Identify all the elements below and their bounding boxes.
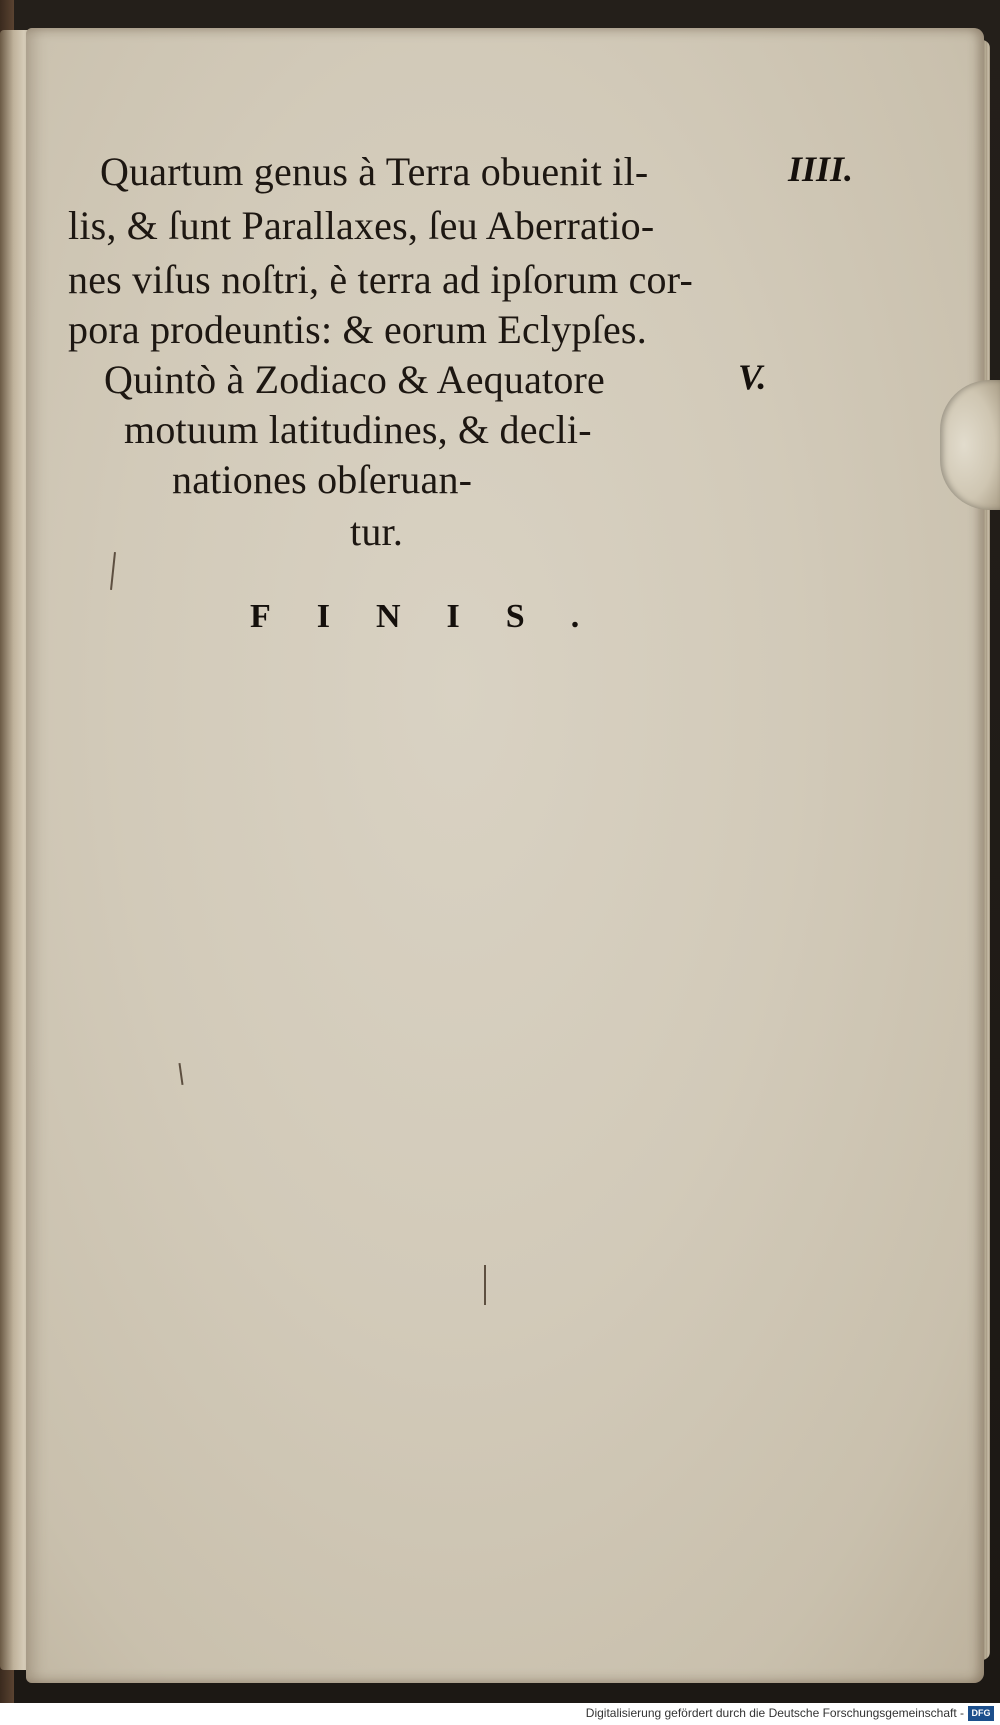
margin-numeral-4: IIII. [788, 149, 854, 189]
pen-mark [110, 552, 116, 590]
text-line-7: nationes obſeruan- [172, 457, 473, 502]
text-line-6: motuum latitudines, & decli- [124, 407, 592, 452]
footer-credit: Digitalisierung gefördert durch die Deutsche Forschungsgemeinschaft - [585, 1706, 964, 1720]
pen-mark [484, 1265, 486, 1305]
digitization-footer [0, 1703, 1000, 1725]
text-line-8: tur. [350, 509, 404, 554]
dfg-logo: DFG [968, 1706, 994, 1721]
finis-closing: FINIS. [250, 598, 626, 635]
text-line-2: lis, & ſunt Parallaxes, ſeu Aberratio- [68, 203, 655, 248]
text-line-1: Quartum genus à Terra obuenit il- [100, 149, 649, 194]
text-line-3: nes viſus noſtri, è terra ad ipſorum cor- [68, 257, 693, 302]
text-line-5: Quintò à Zodiaco & Aequatore [104, 357, 606, 402]
pen-mark [178, 1063, 183, 1085]
margin-numeral-5: V. [738, 357, 767, 397]
text-line-4: pora prodeuntis: & eorum Eclypſes. [68, 307, 647, 352]
